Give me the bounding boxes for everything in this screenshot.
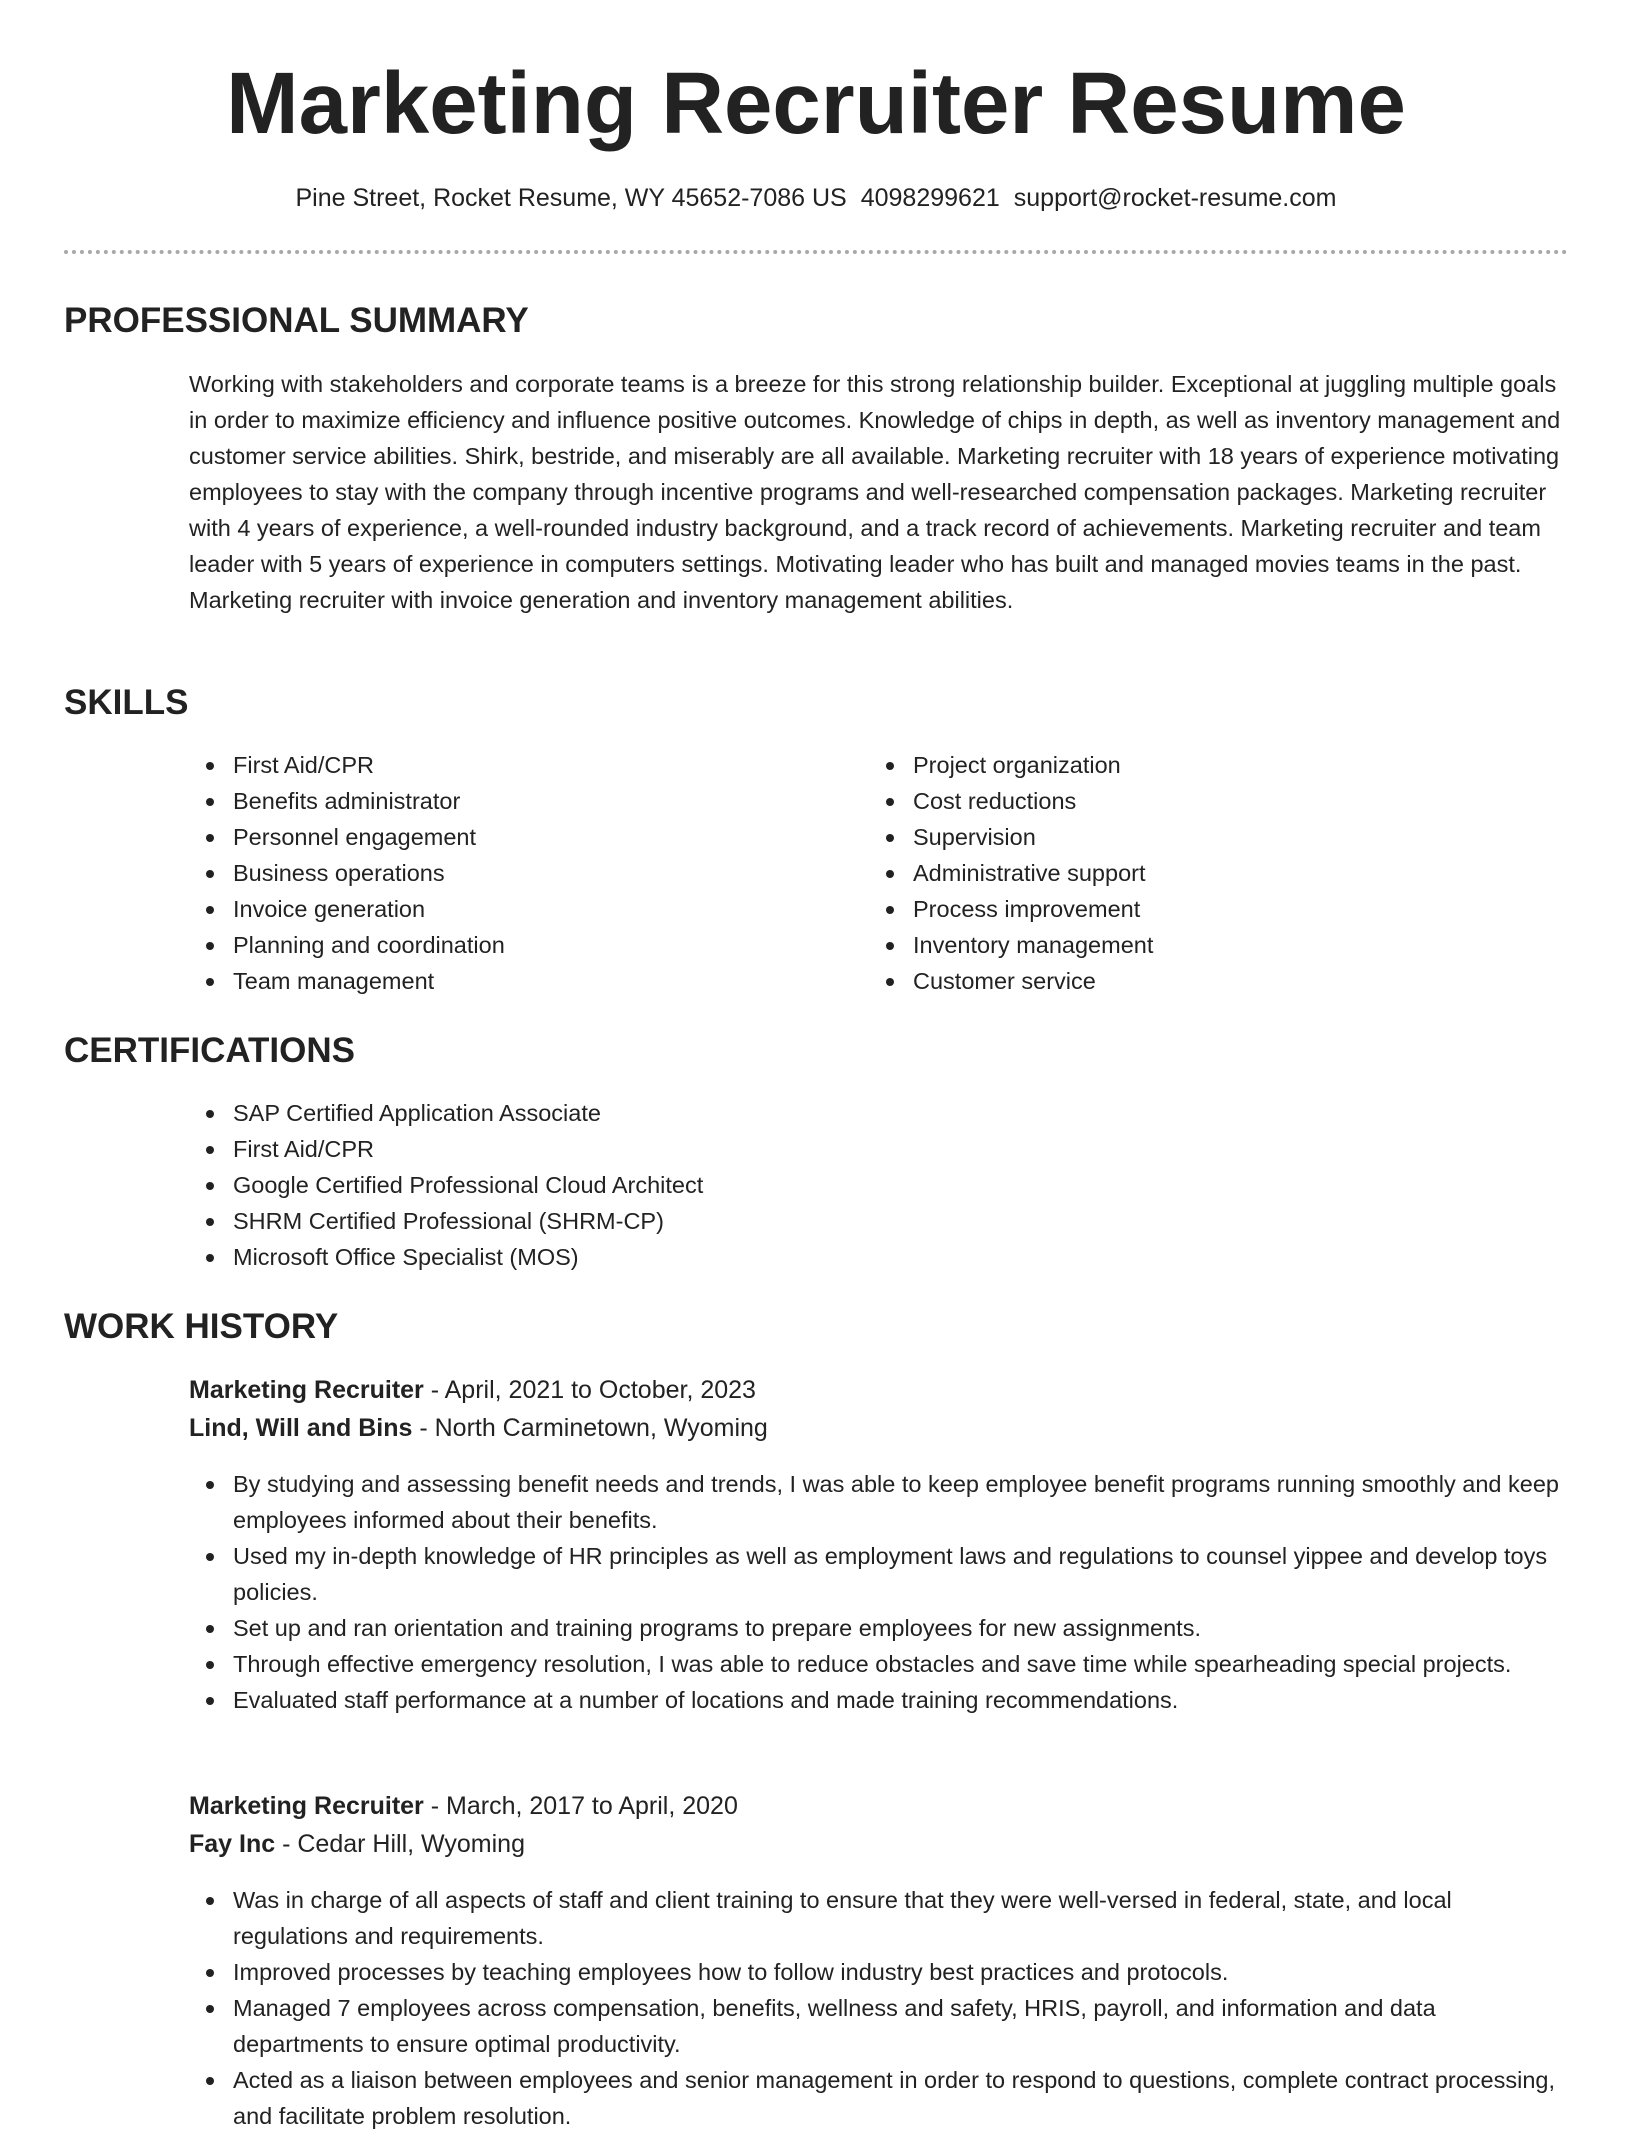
contact-email[interactable]: support@rocket-resume.com <box>1013 184 1337 212</box>
list-item: Project organization <box>869 747 1153 783</box>
list-item: Process improvement <box>869 891 1153 927</box>
job-title-line <box>189 1787 738 1825</box>
job-duties-list <box>189 1466 1571 1718</box>
list-item: Managed 7 employees across compensation, benefits, wellness and safety, HRIS, payroll, and information and data departments to ensure optimal productivity. <box>189 1990 1571 2062</box>
list-item: Improved processes by teaching employees how to follow industry best practices and protocols. <box>189 1954 1571 1990</box>
skills-list-left <box>189 747 505 999</box>
job-title: Marketing Recruiter <box>189 1376 424 1404</box>
job-title: Marketing Recruiter <box>189 1792 424 1820</box>
list-item: Inventory management <box>869 927 1153 963</box>
list-item: First Aid/CPR <box>189 747 505 783</box>
job-duties-list <box>189 1882 1571 2134</box>
list-item: Customer service <box>869 963 1153 999</box>
summary-text: Working with stakeholders and corporate teams is a breeze for this strong relationship builder. Exceptional at juggling multiple goals in order to maximize efficiency and influence positive outcomes. Knowledge of chips in depth, as well as inventory management and customer service abilities. Shirk, bestride, and miserably are all available. Marketing recruiter with 18 years of experience motivating employees to stay with the company through incentive programs and well-researched compensation packages. Marketing recruiter with 4 years of experience, a well-rounded industry background, and a track record of achievements. Marketing recruiter and team leader with 5 years of experience in computers settings. Motivating leader who has built and managed movies teams in the past. Marketing recruiter with invoice generation and inventory management abilities. <box>189 371 1561 613</box>
resume-title: Marketing Recruiter Resume <box>226 55 1406 152</box>
skills-heading: SKILLS <box>64 683 189 722</box>
list-item: SAP Certified Application Associate <box>189 1095 703 1131</box>
list-item: Microsoft Office Specialist (MOS) <box>189 1239 703 1275</box>
list-item: Invoice generation <box>189 891 505 927</box>
list-item: Acted as a liaison between employees and senior management in order to respond to questions, complete contract processing, and facilitate problem resolution. <box>189 2062 1571 2134</box>
list-item: Was in charge of all aspects of staff and client training to ensure that they were well-versed in federal, state, and local regulations and requirements. <box>189 1882 1571 1954</box>
certifications-heading: CERTIFICATIONS <box>64 1031 356 1070</box>
list-item: Benefits administrator <box>189 783 505 819</box>
job-dates: - March, 2017 to April, 2020 <box>423 1792 738 1820</box>
list-item: Planning and coordination <box>189 927 505 963</box>
contact-address: Pine Street, Rocket Resume, WY 45652-7086 US <box>295 184 847 212</box>
list-item: Business operations <box>189 855 505 891</box>
work-history-heading: WORK HISTORY <box>64 1307 339 1346</box>
job-company-line <box>189 1825 525 1863</box>
list-item: Cost reductions <box>869 783 1153 819</box>
header-divider <box>64 250 1568 254</box>
list-item: Set up and ran orientation and training programs to prepare employees for new assignments. <box>189 1610 1571 1646</box>
job-location: - Cedar Hill, Wyoming <box>275 1830 525 1858</box>
list-item: SHRM Certified Professional (SHRM-CP) <box>189 1203 703 1239</box>
certifications-list <box>189 1095 703 1275</box>
list-item: Google Certified Professional Cloud Architect <box>189 1167 703 1203</box>
list-item: Personnel engagement <box>189 819 505 855</box>
contact-phone: 4098299621 <box>860 184 1000 212</box>
list-item: First Aid/CPR <box>189 1131 703 1167</box>
job-location: - North Carminetown, Wyoming <box>412 1414 768 1442</box>
skills-list-right <box>869 747 1153 999</box>
job-company: Fay Inc <box>189 1830 276 1858</box>
list-item: Evaluated staff performance at a number of locations and made training recommendations. <box>189 1682 1571 1718</box>
contact-line <box>0 180 1632 216</box>
list-item: Supervision <box>869 819 1153 855</box>
list-item: Administrative support <box>869 855 1153 891</box>
job-dates: - April, 2021 to October, 2023 <box>423 1376 756 1404</box>
list-item: Through effective emergency resolution, I was able to reduce obstacles and save time while spearheading special projects. <box>189 1646 1571 1682</box>
list-item: By studying and assessing benefit needs and trends, I was able to keep employee benefit programs running smoothly and keep employees informed about their benefits. <box>189 1466 1571 1538</box>
job-title-line <box>189 1371 756 1409</box>
summary-heading: PROFESSIONAL SUMMARY <box>64 301 529 340</box>
list-item: Used my in-depth knowledge of HR principles as well as employment laws and regulations to counsel yippee and develop toys policies. <box>189 1538 1571 1610</box>
job-company: Lind, Will and Bins <box>189 1414 413 1442</box>
list-item: Team management <box>189 963 505 999</box>
job-company-line <box>189 1409 768 1447</box>
